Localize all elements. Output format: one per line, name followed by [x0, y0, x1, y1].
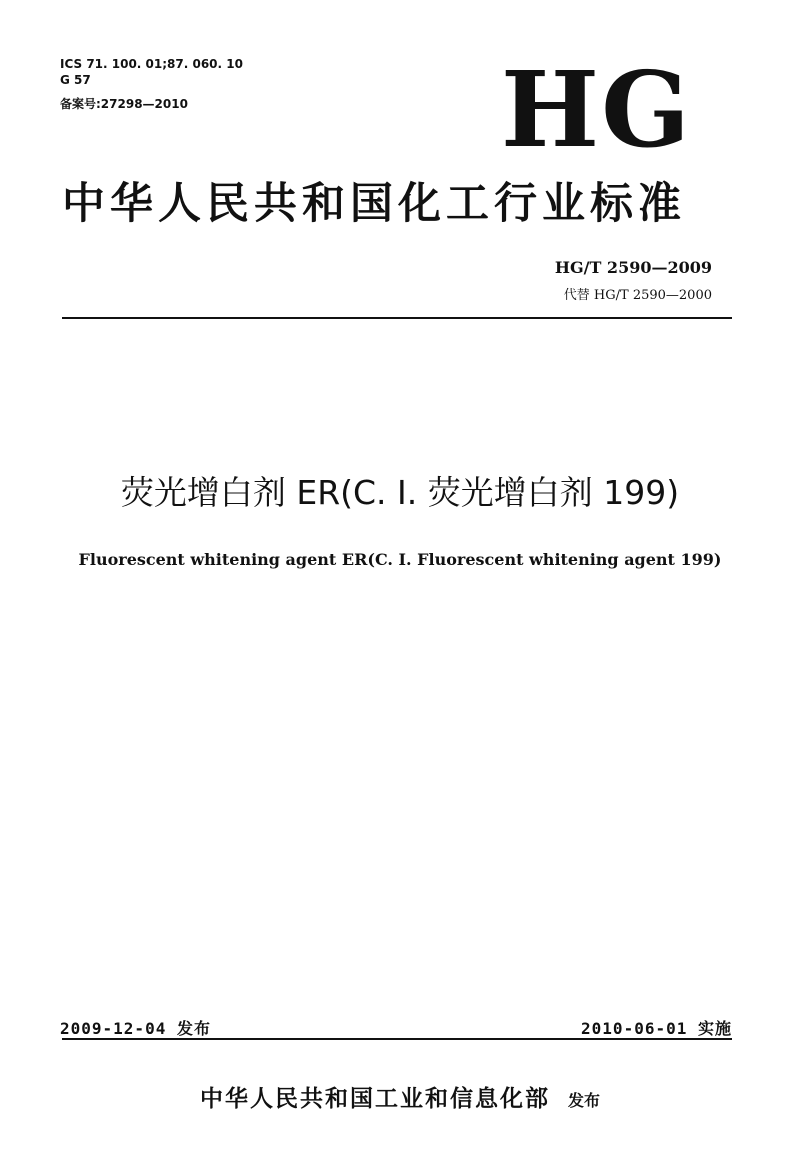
- issuer-line: [0, 1080, 800, 1113]
- ics-code: ICS 71. 100. 01;87. 060. 10: [60, 57, 243, 71]
- issuer-action: 发布: [567, 1091, 600, 1110]
- document-title-chinese: 荧光增白剂 ER(C. I. 荧光增白剂 199): [120, 473, 680, 512]
- document-title-english: Fluorescent whitening agent ER(C. I. Fluorescent whitening agent 199): [78, 550, 722, 569]
- standard-number: HG/T 2590—2009: [554, 258, 712, 277]
- standard-type-title: 中华人民共和国化工行业标准: [62, 179, 686, 229]
- replaces-standard: 代替 HG/T 2590—2000: [563, 288, 712, 303]
- hg-logo: HG: [500, 48, 692, 171]
- issuer-name: 中华人民共和国工业和信息化部: [199, 1086, 550, 1112]
- implementation-date: 2010-06-01 实施: [581, 1019, 732, 1038]
- registration-number: 备案号:27298—2010: [60, 97, 188, 111]
- ccs-code: G 57: [60, 73, 91, 87]
- header-divider: [62, 317, 732, 319]
- footer-divider: [62, 1038, 732, 1040]
- issue-date: 2009-12-04 发布: [60, 1019, 211, 1038]
